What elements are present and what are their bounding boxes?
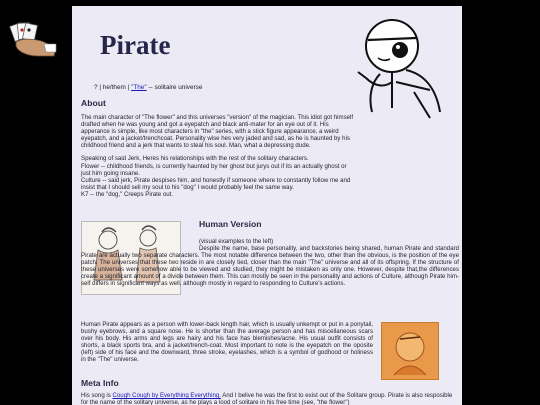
orange-art-icon — [382, 323, 438, 379]
pirate-portrait-icon — [344, 12, 454, 122]
human-version-paragraph: Despite the name, base personality, and backstories being shared, human Pirate and standard Pirate are actually two separate characters. The most notable difference between the two, other than the obvious, is the position of the eye patch. The universes that these two reside in are closely tied, closer than the main "The" universe and all of its offspring. If the structure of these universes were somehow able to be viewed and studied, they might be mistaken as only one. However, despite that,the differences create a significant amount of a divide between them. This can mostly be seen in the personality and actions of Culture, although Pirate him-self differs in significant ways as well, although mostly in regard to responding to Culture's actions. — [81, 245, 459, 288]
meta-prefix: His song is — [81, 392, 111, 399]
relationships-intro: Speaking of said Jerk, Heres his relationships with the rest of the solitary characters. — [81, 155, 309, 163]
human-version-heading: Human Version — [199, 219, 262, 229]
about-paragraph: The main character of "The flower" and this universes "version" of the magician. This idiot got himself drafted when he was young and got a eyepatch and black anti-mater for an eye out of it. His apperance is simple, like most characters in "the" series, with a stick figure appearance, a weird eyepatch, and a jacket/trenchcoat. Personality wise hes very jaded and sad, as he is haunted by his childhood friend and a jerk that wants to steal his soul. Man, what a depressing dude. — [81, 114, 354, 150]
page-title: Pirate — [100, 30, 171, 60]
about-section — [81, 114, 355, 198]
hand-holding-cards-icon — [4, 22, 58, 60]
meta-suffix: And I belive he was the first to exist out of the Solitare group. Pirate is also resposible for the name of the solitary universe, as he plays a lood of solitare in his free time (see, "the flower") — [81, 392, 453, 405]
human-pirate-art-image — [381, 322, 439, 380]
human-appearance-paragraph: Human Pirate appears as a person with lower-back length hair, which is usually unkempt or put in a ponytail, bushy eyebrows, and a square nose. He is shorter than the average person and has miscellaneous scars over his body. His arms and legs are hairy and his face has blemishes/acne. His usual outfit consists of shorts, a black sports bra, and a jacket/trench-coat. Most important to note is the eyepatch on the oposite (left) side of his face and the downward, three stroke, eyelashes, which is a symbol of godhood or holiness in the "The" universe. — [81, 321, 373, 364]
relation-flower: Flower -- childhood friends, is currently haunted by her ghost but jurys out if its an actually ghost or just him going insane. — [81, 162, 347, 177]
profile-page — [72, 6, 462, 405]
pronouns-text: ? | he/them | — [94, 84, 130, 91]
relation-k7: K7 -- the "dog," Creeps Pirate out. — [81, 190, 174, 198]
human-version-caption: (visual examples to the left) — [199, 238, 274, 245]
meta-info-heading: Meta Info — [81, 378, 119, 388]
universe-link[interactable]: "The" — [131, 84, 147, 91]
song-link[interactable]: Cough Cough by Everything Everything. — [112, 392, 221, 399]
pronouns-line — [94, 84, 202, 91]
relation-culture: Culture -- said jerk, Pirate despises him, and honestly if someone where to constantly follow me and insist that I should sell my soul to his "dog" I would probably feel the same way. — [81, 176, 351, 191]
about-heading: About — [81, 98, 106, 108]
universe-suffix: -- solitaire universe — [148, 84, 203, 91]
meta-info-paragraph — [81, 392, 457, 405]
